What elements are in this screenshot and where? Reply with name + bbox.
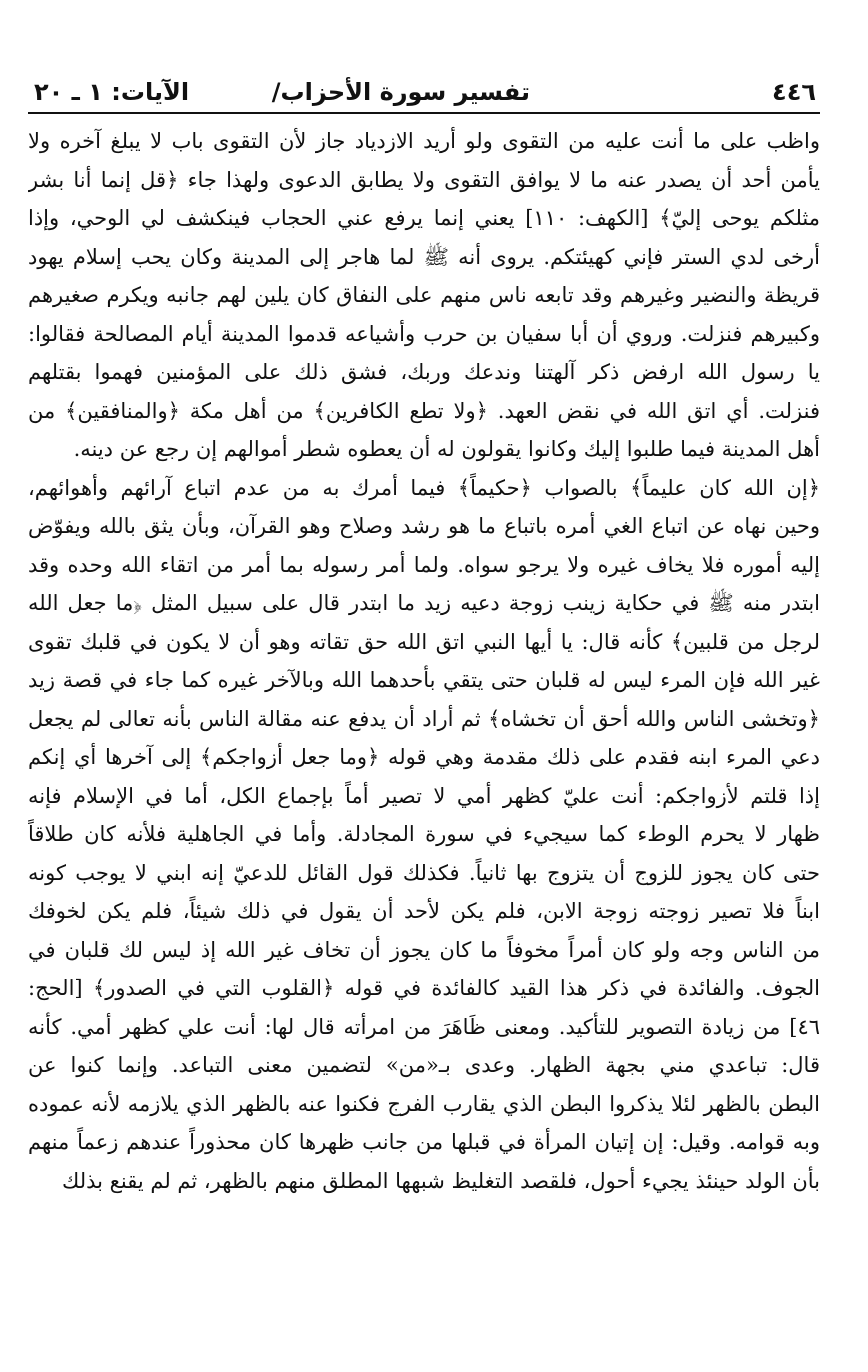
header-title: تفسير سورة الأحزاب/ (271, 78, 530, 106)
text-line: أهل المدينة فيما طلبوا إليك وكانوا يقولون له أن يعطوه شطر أموالهم إن رجع عن دينه. (73, 437, 820, 461)
text-line: وكبيرهم فنزلت. وروي أن أبا سفيان بن حرب وأشياعه قدموا المدينة أيام المصالحة فقالوا: (28, 321, 820, 346)
text-line: ﴿إن الله كان عليماً﴾ بالصواب ﴿حكيماً﴾ فيما أمرك به من عدم اتباع آرائهم وأهوائهم، (28, 475, 820, 500)
header-rule (28, 112, 820, 114)
text-line: يا رسول الله ارفض ذكر آلهتنا وندعك وربك، فشق ذلك على المؤمنين فهموا بقتلهم (28, 360, 820, 384)
text-line: الجوف. والفائدة في ذكر هذا القيد كالفائدة في قوله ﴿القلوب التي في الصدور﴾ [الحج: (28, 976, 820, 1000)
body-text (28, 122, 820, 1200)
text-line: فنزلت. أي اتق الله في نقض العهد. ﴿ولا تطع الكافرين﴾ من أهل مكة ﴿والمنافقين﴾ من (28, 398, 820, 423)
text-line: إذا قلتم لأزواجكم: أنت عليّ كظهر أمي لا تصير أماً بإجماع الكل، أما في الإسلام فإنه (28, 783, 820, 808)
text-line: ﴿وتخشى الناس والله أحق أن تخشاه﴾ ثم أراد أن يدفع عنه مقالة الناس بأنه تعالى لم يجعل (28, 706, 820, 731)
text-line: مثلكم يوحى إليّ﴾ [الكهف: ١١٠] يعني إنما يرفع عني الحجاب فينكشف لي الوحي، وإذا (28, 206, 820, 230)
text-line: من الناس وجه ولو كان أمراً مخوفاً ما كان يجوز أن تخاف غير الله إذ ليس لك قلبان في (28, 937, 820, 962)
text-line: غير الله فإن المرء ليس له قلبان حتى يتقي بأحدهما الله وبالآخر غيره كما جاء في قصة زيد (28, 668, 820, 692)
text-line: ابتدر منه ﷺ في حكاية زينب زوجة دعيه زيد ما ابتدر قال على سبيل المثل ﴿ما جعل الله (28, 591, 820, 615)
text-line: حتى كان يجوز للزوج أن يتزوج بها ثانياً. فكذلك قول القائل للدعيّ إنه ابني لا يوجب كونه (28, 860, 820, 885)
text-line: لرجل من قلبين﴾ كأنه قال: يا أيها النبي اتق الله حق تقاته وهو أن لا يكون في قلبك تقوى (28, 629, 820, 654)
text-line: بأن الولد حينئذ يجيء أحول، فلقصد التغليظ شبهها المطلق منهم بالظهر، ثم لم يقنع بذلك (62, 1168, 820, 1193)
text-line: قال: تباعدي مني بجهة الظهار. وعدى بـ«من» لتضمين معنى التباعد. وإنما كنوا عن (28, 1053, 820, 1077)
text-line: أرخى لدي الستر فإني كهيئتكم. يروى أنه ﷺ لما هاجر إلى المدينة وكان يحب إسلام يهود (28, 244, 820, 269)
text-line: دعي المرء ابنه فقدم على ذلك مقدمة وهي قوله ﴿وما جعل أزواجكم﴾ إلى آخرها أي إنكم (28, 745, 820, 769)
text-line: إليه أموره فلا يخاف غيره ولا يرجو سواه. ولما أمر رسوله بما أمر من اتقاء الله وحده وقد (28, 552, 820, 577)
text-line: ٤٦] من زيادة التصوير للتأكيد. ومعنى ظَاهَرَ من امرأته قال لها: أنت علي كظهر أمي. كأنه (28, 1014, 820, 1039)
text-line: يأمن أحد أن يصدر عنه ما لا يوافق التقوى ولا يطابق الدعوى ولهذا جاء ﴿قل إنما أنا بشر (28, 167, 820, 192)
text-line: ابناً فلا تصير زوجته زوجة الابن، فلم يكن لأحد أن يقول في ذلك شيئاً، فلم يكن لخوفك (28, 899, 820, 923)
text-line: قريظة والنضير وغيرهم وقد تابعه ناس منهم على النفاق كان يلين لهم جانبه ويكرم صغيرهم (28, 283, 820, 307)
page-number: ٤٤٦ (772, 78, 816, 106)
text-line: وبه قوامه. وقيل: إن إتيان المرأة في قبلها من جانب ظهرها كان محذوراً عندهم زعماً منهم (28, 1130, 820, 1154)
text-line: البطن بالظهر لئلا يذكروا البطن الذي يقارب الفرج فكنوا عنه بالظهر الذي يلازمه لأنه عموده (28, 1091, 820, 1116)
running-header (28, 60, 820, 110)
text-line: ظهار لا يحرم الوطء كما سيجيء في سورة المجادلة. وأما في الجاهلية فلأنه كان طلاقاً (28, 822, 820, 846)
text-line: واظب على ما أنت عليه من التقوى ولو أريد الازدياد جاز لأن التقوى باب لا يبلغ آخره ولا (28, 129, 820, 153)
verse-range: الآيات: ١ ـ ٢٠ (34, 78, 190, 106)
text-line: وحين نهاه عن اتباع الغي أمره باتباع ما هو رشد وصلاح وهو القرآن، وبأن يثق بالله ويفوّض (28, 514, 820, 538)
